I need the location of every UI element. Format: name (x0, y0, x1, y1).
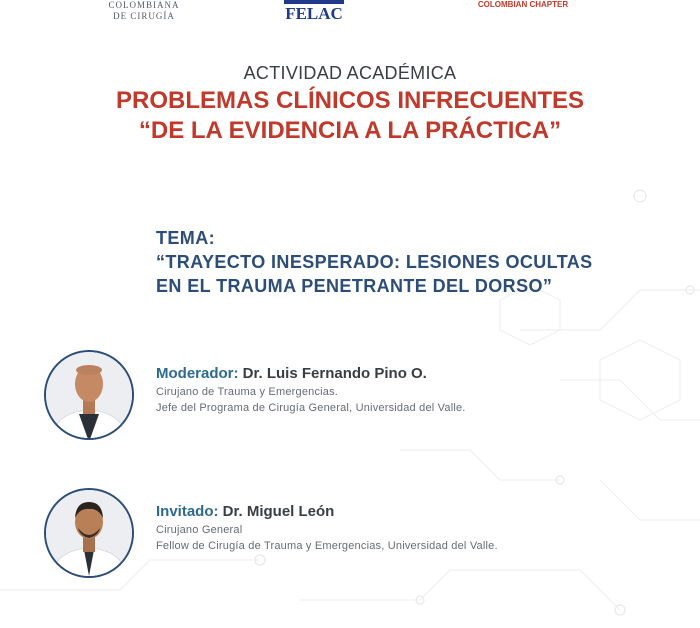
guest-title: Cirujano General (156, 524, 243, 536)
guest-role: Invitado: (156, 503, 219, 520)
logo-left-line2: DE CIRUGÍA (113, 11, 175, 21)
felac-logo-text: FELAC (285, 4, 343, 23)
guest-affiliation: Fellow de Cirugía de Trauma y Emergencias, Universidad del Valle. (156, 540, 498, 552)
guest-info (156, 502, 498, 554)
felac-logo (276, 0, 352, 23)
guest-card (0, 488, 700, 580)
guest-name: Dr. Miguel León (222, 503, 335, 520)
topic-line-1: “TRAYECTO INESPERADO: LESIONES OCULTAS (156, 252, 593, 272)
moderator-affiliation: Jefe del Programa de Cirugía General, Universidad del Valle. (156, 402, 466, 414)
guest-avatar (44, 488, 134, 578)
event-subtitle: “DE LA EVIDENCIA A LA PRÁCTICA” (138, 117, 562, 144)
moderator-name: Dr. Luis Fernando Pino O. (242, 365, 427, 382)
moderator-title: Cirujano de Trauma y Emergencias. (156, 386, 339, 398)
topic-label: TEMA: (156, 228, 215, 248)
logo-right-text: COLOMBIAN CHAPTER (477, 0, 569, 9)
sociedad-cirugia-logo (96, 0, 192, 22)
topic-block (156, 226, 593, 298)
moderator-avatar (44, 350, 134, 440)
moderator-role: Moderador: (156, 365, 239, 382)
topic-line-2: EN EL TRAUMA PENETRANTE DEL DORSO” (156, 276, 553, 296)
moderator-card (0, 350, 700, 442)
activity-label: ACTIVIDAD ACADÉMICA (243, 63, 457, 83)
logo-left-line1: COLOMBIANA (108, 0, 180, 10)
acs-colombian-chapter-logo (462, 0, 584, 10)
moderator-info (156, 364, 466, 416)
event-title: PROBLEMAS CLÍNICOS INFRECUENTES (115, 87, 585, 114)
event-heading (0, 62, 700, 146)
